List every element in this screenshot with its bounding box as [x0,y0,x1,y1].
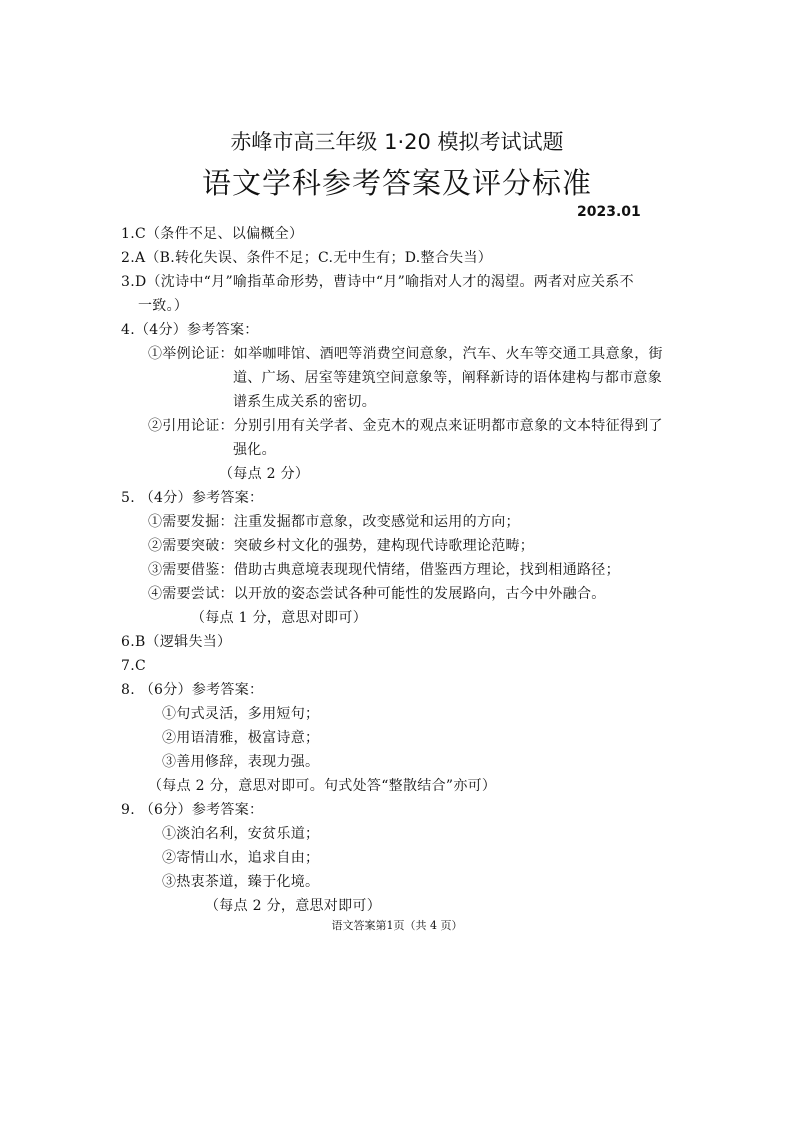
answer-line-q7: 7.C [121,658,146,674]
answer-line-q3: 3.D（沈诗中“月”喻指革命形势，曹诗中“月”喻指对人才的渴望。两者对应关系不 [121,274,634,290]
answer-line-q8-header: 8. （6分）参考答案： [121,682,264,698]
answer-line-q5-point2: ②需要突破：突破乡村文化的强势，建构现代诗歌理论范畴； [148,538,535,554]
answer-line-q4-point1-cont: 道、广场、居室等建筑空间意象等，阐释新诗的语体建构与都市意象 [233,370,662,386]
exam-title: 赤峰市高三年级 1·20 模拟考试试题 [230,130,564,154]
answer-line-q5-point1: ①需要发掘：注重发掘都市意象，改变感觉和运用的方向； [148,514,520,530]
answer-line-q5-point4: ④需要尝试：以开放的姿态尝试各种可能性的发展路向，古今中外融合。 [148,586,606,602]
answer-line-q4-point2: ②引用论证：分别引用有关学者、金克木的观点来证明都市意象的文本特征得到了 [148,418,663,434]
answer-line-q4-header: 4.（4分）参考答案： [121,322,259,338]
answer-key-title: 语文学科参考答案及评分标准 [201,166,592,200]
answer-line-q8-point1: ①句式灵活，多用短句； [162,706,320,722]
answer-line-q9-point3: ③热衷茶道，臻于化境。 [162,874,320,890]
answer-line-q9-scoring: （每点 2 分，意思对即可） [205,898,382,914]
answer-line-q9-point2: ②寄情山水，追求自由； [162,850,320,866]
exam-date: 2023.01 [577,204,641,220]
answer-line-q4-point1-cont2: 谱系生成关系的密切。 [233,394,376,410]
answer-line-q4-point1: ①举例论证：如举咖啡馆、酒吧等消费空间意象，汽车、火车等交通工具意象，街 [148,346,663,362]
answer-line-q5-scoring: （每点 1 分，意思对即可） [191,610,368,626]
answer-line-q1: 1.C（条件不足、以偏概全） [121,226,304,242]
answer-line-q5-point3: ③需要借鉴：借助古典意境表现现代情绪，借鉴西方理论，找到相通路径； [148,562,620,578]
answer-line-q4-point2-cont: 强化。 [233,442,276,458]
answer-line-q5-header: 5. （4分）参考答案： [121,490,264,506]
answer-line-q3-cont: 一致。） [138,298,189,314]
answer-line-q8-point3: ③善用修辞，表现力强。 [162,754,320,770]
answer-line-q9-header: 9. （6分）参考答案： [121,802,264,818]
answer-line-q2: 2.A（B.转化失误、条件不足；C.无中生有；D.整合失当） [121,250,493,266]
answer-line-q4-scoring: （每点 2 分） [219,466,310,482]
answer-line-q6: 6.B（逻辑失当） [121,634,232,650]
answer-line-q9-point1: ①淡泊名利，安贫乐道； [162,826,320,842]
answer-line-q8-point2: ②用语清雅，极富诗意； [162,730,320,746]
page-footer: 语文答案第1页（共 4 页） [331,919,463,932]
answer-line-q8-scoring: （每点 2 分，意思对即可。句式处答“整散结合”亦可） [148,778,497,794]
